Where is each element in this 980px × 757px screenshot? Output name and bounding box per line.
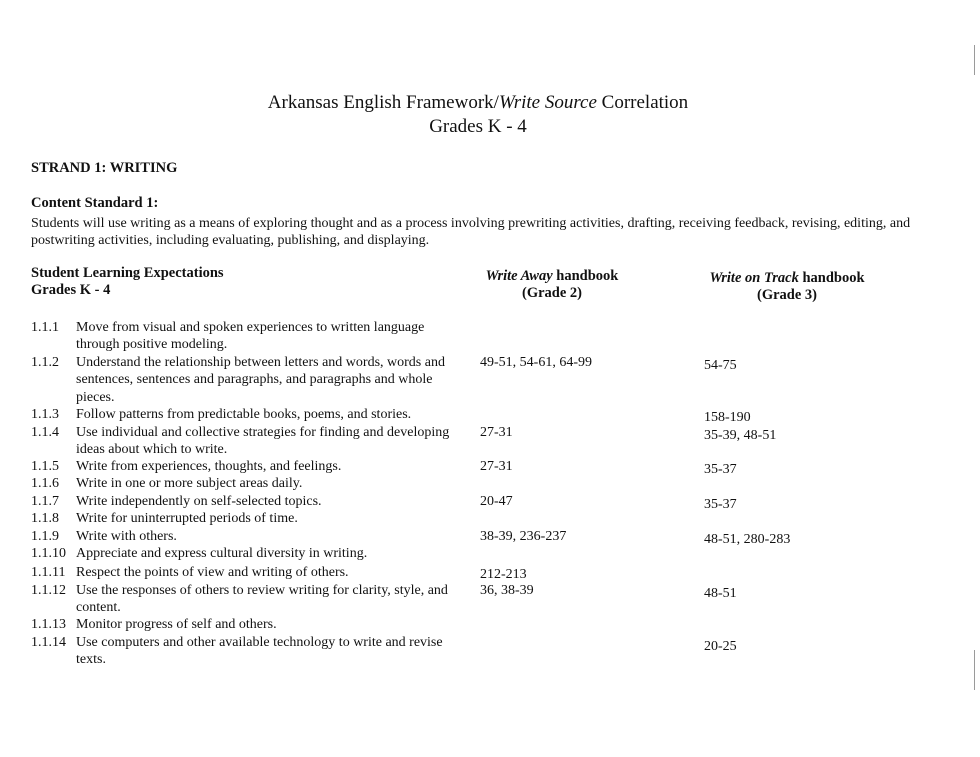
- sle-header-line1: Student Learning Expectations: [31, 265, 224, 281]
- row-description: Understand the relationship between letters and words, words and sentences, sentences and paragraphs, and paragraphs and whole pieces.: [76, 355, 445, 405]
- write-on-track-pages: 158-190: [704, 410, 751, 425]
- row-description: Move from visual and spoken experiences to written language through positive modeling.: [76, 320, 425, 353]
- write-on-track-pages: 35-37: [704, 462, 737, 477]
- row-description: Follow patterns from predictable books, poems, and stories.: [76, 407, 412, 422]
- row-number: 1.1.2: [31, 355, 59, 370]
- row-description: Write from experiences, thoughts, and feelings.: [76, 459, 342, 474]
- row-description: Write in one or more subject areas daily.: [76, 476, 303, 491]
- sle-header: [31, 265, 224, 299]
- row-description: Use individual and collective strategies for finding and developing ideas about which to write.: [76, 425, 450, 458]
- write-on-track-pages: 20-25: [704, 639, 737, 654]
- write-away-pages: 20-47: [480, 494, 513, 509]
- write-on-track-handbook: handbook: [798, 270, 865, 286]
- write-away-pages: 212-213: [480, 567, 527, 582]
- write-away-handbook: handbook: [552, 268, 619, 284]
- scan-edge-mark: [974, 650, 975, 690]
- row-number: 1.1.10: [31, 546, 66, 561]
- title-italic: Write Source: [498, 92, 597, 113]
- row-description: Write independently on self-selected topics.: [76, 494, 322, 509]
- row-number: 1.1.7: [31, 494, 59, 509]
- write-away-title: Write Away: [485, 268, 553, 284]
- page-title: [0, 92, 956, 114]
- write-away-header: [472, 268, 632, 302]
- write-away-pages: 38-39, 236-237: [480, 529, 567, 544]
- write-on-track-header: [692, 270, 882, 304]
- row-number: 1.1.6: [31, 476, 59, 491]
- row-number: 1.1.1: [31, 320, 59, 335]
- strand-heading: STRAND 1: WRITING: [31, 160, 178, 176]
- write-on-track-grade: (Grade 3): [757, 287, 817, 303]
- row-description: Monitor progress of self and others.: [76, 617, 277, 632]
- content-standard-heading: Content Standard 1:: [31, 195, 159, 211]
- write-away-pages: 27-31: [480, 459, 513, 474]
- row-number: 1.1.4: [31, 425, 59, 440]
- row-number: 1.1.13: [31, 617, 66, 632]
- write-away-pages: 36, 38-39: [480, 583, 534, 598]
- write-away-pages: 49-51, 54-61, 64-99: [480, 355, 592, 370]
- write-on-track-pages: 35-37: [704, 497, 737, 512]
- write-on-track-pages: 35-39, 48-51: [704, 428, 777, 443]
- row-number: 1.1.3: [31, 407, 59, 422]
- row-description: Write for uninterrupted periods of time.: [76, 511, 298, 526]
- row-description: Use the responses of others to review writing for clarity, style, and content.: [76, 583, 448, 616]
- write-on-track-pages: 48-51: [704, 586, 737, 601]
- content-standard-text: Students will use writing as a means of exploring thought and as a process involving prewriting activities, drafting, receiving feedback, revising, editing, and postwriting activities, including evaluating, publishing, and displaying.: [31, 216, 911, 248]
- row-number: 1.1.12: [31, 583, 66, 598]
- row-description: Respect the points of view and writing of others.: [76, 565, 349, 580]
- write-away-pages: 27-31: [480, 425, 513, 440]
- row-number: 1.1.14: [31, 635, 66, 650]
- write-away-grade: (Grade 2): [522, 285, 582, 301]
- sle-header-line2: Grades K - 4: [31, 282, 111, 298]
- write-on-track-title: Write on Track: [709, 270, 799, 286]
- row-number: 1.1.11: [31, 565, 66, 580]
- page-subtitle: Grades K - 4: [429, 116, 527, 137]
- row-description: Appreciate and express cultural diversity in writing.: [76, 546, 368, 561]
- row-description: Use computers and other available technology to write and revise texts.: [76, 635, 443, 668]
- row-number: 1.1.8: [31, 511, 59, 526]
- scan-edge-mark: [974, 45, 975, 75]
- row-number: 1.1.5: [31, 459, 59, 474]
- title-text-1: Arkansas English Framework/: [267, 92, 499, 113]
- write-on-track-pages: 48-51, 280-283: [704, 532, 791, 547]
- row-number: 1.1.9: [31, 529, 59, 544]
- title-text-2: Correlation: [596, 92, 689, 113]
- row-description: Write with others.: [76, 529, 177, 544]
- write-on-track-pages: 54-75: [704, 358, 737, 373]
